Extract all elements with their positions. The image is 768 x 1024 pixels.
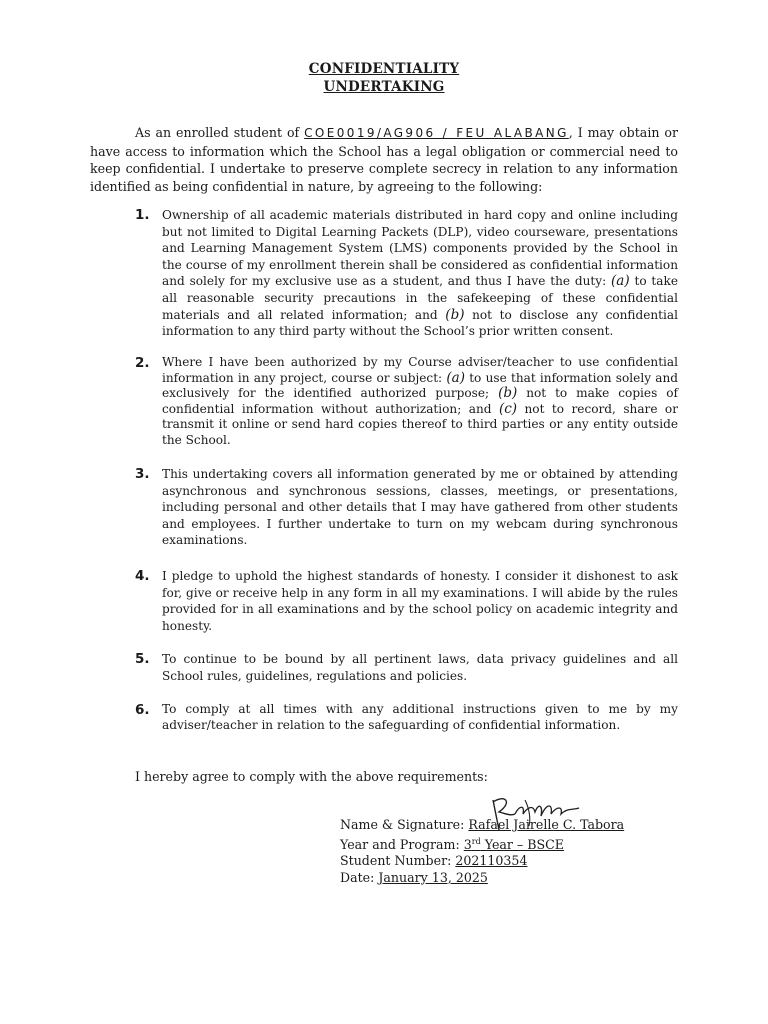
item-text-part: not to record, share or transmit it online or send hard copies thereof to third parties or any entity outside the School. [162,401,678,447]
item-text: To comply at all times with any additional instructions given to me by my adviser/teacher in relation to the safeguarding of confidential information. [162,702,678,732]
year-number: 3 [463,836,472,852]
agreement-statement: I hereby agree to comply with the above requirements: [135,769,488,784]
handwritten-signature [485,792,585,834]
item-number: 1. [135,207,150,223]
year-label: Year and Program: [340,836,464,852]
item-number: 5. [135,651,150,667]
item-text: To continue to be bound by all pertinent laws, data privacy guidelines and all School rules, guidelines, regulations and policies. [162,652,678,683]
item-number: 2. [135,355,150,371]
item-text-part: Where I have been authorized by my Course adviser/teacher to use confidential information in any project, course or subject: [162,355,678,385]
item-marker: (b) [498,385,518,402]
item-text-part: not to disclose any confidential information to any third party without the School’s prior written consent. [162,307,678,339]
course-code: COE0019/AG906 / FEU ALABANG [304,126,569,140]
item-text-part: not to make copies of confidential information without authorization; and [162,386,678,416]
item-text: This undertaking covers all information generated by me or obtained by attending asynchronous and synchronous sessions, classes, meetings, or presentations, including personal and other details that I may have gathered from other students and employees. I further undertake to turn on my webcam during synchronous examinations. [162,467,678,548]
student-number-label: Student Number: [340,853,456,869]
intro-paragraph [90,124,678,195]
intro-before: As an enrolled student of [135,125,305,140]
year-row [340,834,624,854]
year-program: Year – BSCE [480,836,564,852]
name-label: Name & Signature: [340,817,469,832]
item-number: 6. [135,702,150,718]
item-text [162,355,678,449]
document-title-line2: UNDERTAKING [323,79,445,95]
student-number-row [340,853,624,870]
item-text-part: to use that information solely and exclusively for the identified authorized purpose; [162,370,678,401]
item-text [162,207,678,340]
item-number: 3. [135,466,150,482]
item-marker: (a) [611,273,630,290]
item-marker: (b) [445,306,465,323]
year-value [464,837,564,852]
item-marker: (c) [498,400,518,417]
item-text: I pledge to uphold the highest standards of honesty. I consider it dishonest to ask for, give or receive help in any form in all my examinations. I will abide by the rules provided for in all examinations and by the school policy on academic integrity and honesty. [162,569,678,633]
intro-after: , I may obtain or have access to information which the School has a legal obligation or commercial need to keep confidential. I undertake to preserve complete secrecy in relation to any information identified as being confidential in nature, by agreeing to the following: [90,125,678,194]
name-value: Rafael Jairelle C. Tabora [468,817,625,832]
item-text-part: Ownership of all academic materials distributed in hard copy and online including but not limited to Digital Learning Packets (DLP), video courseware, presentations and Learning Management System (LMS) components provided by the School in the course of my enrollment therein shall be considered as confidential information and solely for my exclusive use as a student, and thus I have the duty: [162,208,678,289]
student-number-value: 202110354 [455,853,528,869]
date-label: Date: [340,869,379,885]
document-title-line1: CONFIDENTIALITY [308,61,460,77]
date-value: January 13, 2025 [378,869,488,885]
year-suffix: rd [471,836,481,846]
date-row [340,870,624,887]
item-text-part: to take all reasonable security precautions in the safekeeping of these confidential materials and all related information; and [162,274,678,322]
item-number: 4. [135,568,150,584]
item-marker: (a) [446,369,465,386]
